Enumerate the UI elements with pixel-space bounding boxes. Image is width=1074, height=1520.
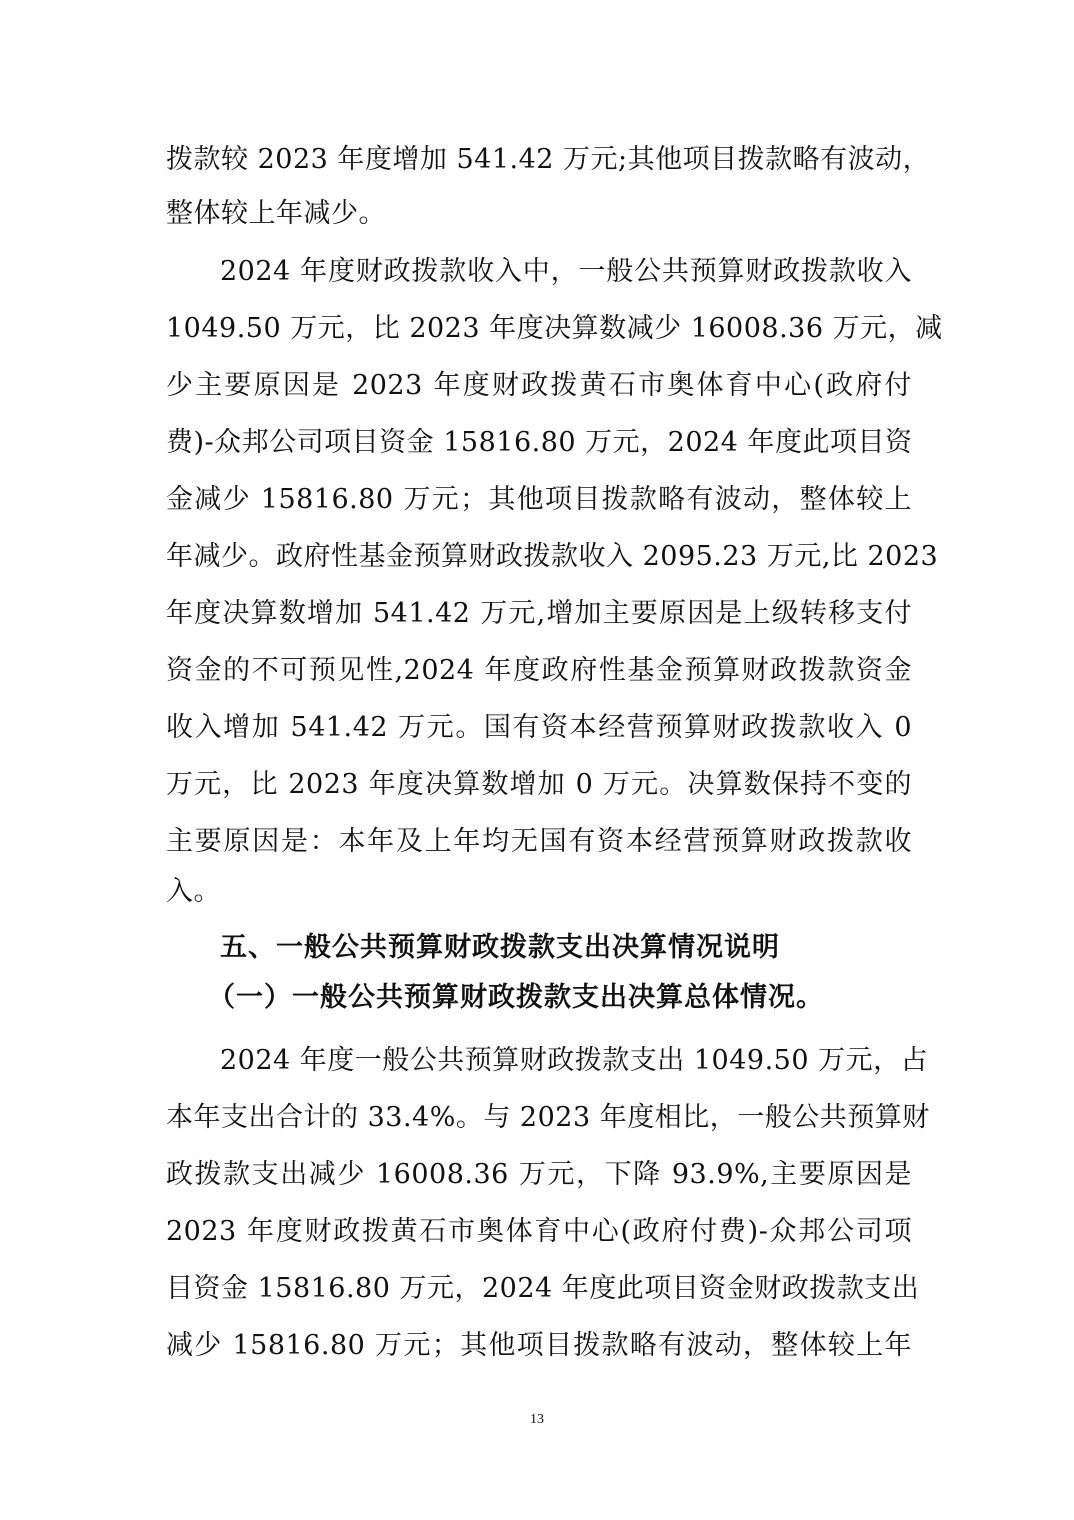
paragraph-line: 政拨款支出减少 16008.36 万元，下降 93.9%,主要原因是 <box>166 1159 912 1190</box>
paragraph-line: 入。 <box>166 876 221 907</box>
paragraph-line: 2023 年度财政拨黄石市奥体育中心(政府付费)-众邦公司项 <box>166 1216 912 1247</box>
page-number: 13 <box>530 1412 544 1427</box>
paragraph-line: 年减少。政府性基金预算财政拨款收入 2095.23 万元,比 2023 <box>166 541 939 572</box>
paragraph-line: 本年支出合计的 33.4%。与 2023 年度相比，一般公共预算财 <box>166 1102 930 1133</box>
section-heading: 五、一般公共预算财政拨款支出决算情况说明 <box>220 932 780 963</box>
paragraph-line: 收入增加 541.42 万元。国有资本经营预算财政拨款收入 0 <box>166 712 912 743</box>
paragraph-line: 金减少 15816.80 万元；其他项目拨款略有波动，整体较上 <box>166 484 912 515</box>
paragraph-line: 整体较上年减少。 <box>166 198 386 229</box>
paragraph-line: 2024 年度财政拨款收入中，一般公共预算财政拨款收入 <box>220 256 912 287</box>
paragraph-line: 减少 15816.80 万元；其他项目拨款略有波动，整体较上年 <box>166 1330 912 1361</box>
paragraph-line: 少主要原因是 2023 年度财政拨黄石市奥体育中心(政府付 <box>166 370 912 401</box>
paragraph-line: 费)-众邦公司项目资金 15816.80 万元，2024 年度此项目资 <box>166 427 913 458</box>
paragraph-line: 资金的不可预见性,2024 年度政府性基金预算财政拨款资金 <box>166 655 912 686</box>
sub-heading: （一）一般公共预算财政拨款支出决算总体情况。 <box>208 982 824 1013</box>
paragraph-line: 拨款较 2023 年度增加 541.42 万元;其他项目拨款略有波动， <box>166 144 931 175</box>
paragraph-line: 主要原因是：本年及上年均无国有资本经营预算财政拨款收 <box>166 826 912 857</box>
paragraph-line: 年度决算数增加 541.42 万元,增加主要原因是上级转移支付 <box>166 598 912 629</box>
paragraph-line: 万元，比 2023 年度决算数增加 0 万元。决算数保持不变的 <box>166 769 912 800</box>
paragraph-line: 2024 年度一般公共预算财政拨款支出 1049.50 万元，占 <box>220 1045 929 1076</box>
paragraph-line: 1049.50 万元，比 2023 年度决算数减少 16008.36 万元，减 <box>166 313 943 344</box>
paragraph-line: 目资金 15816.80 万元，2024 年度此项目资金财政拨款支出 <box>166 1273 920 1304</box>
